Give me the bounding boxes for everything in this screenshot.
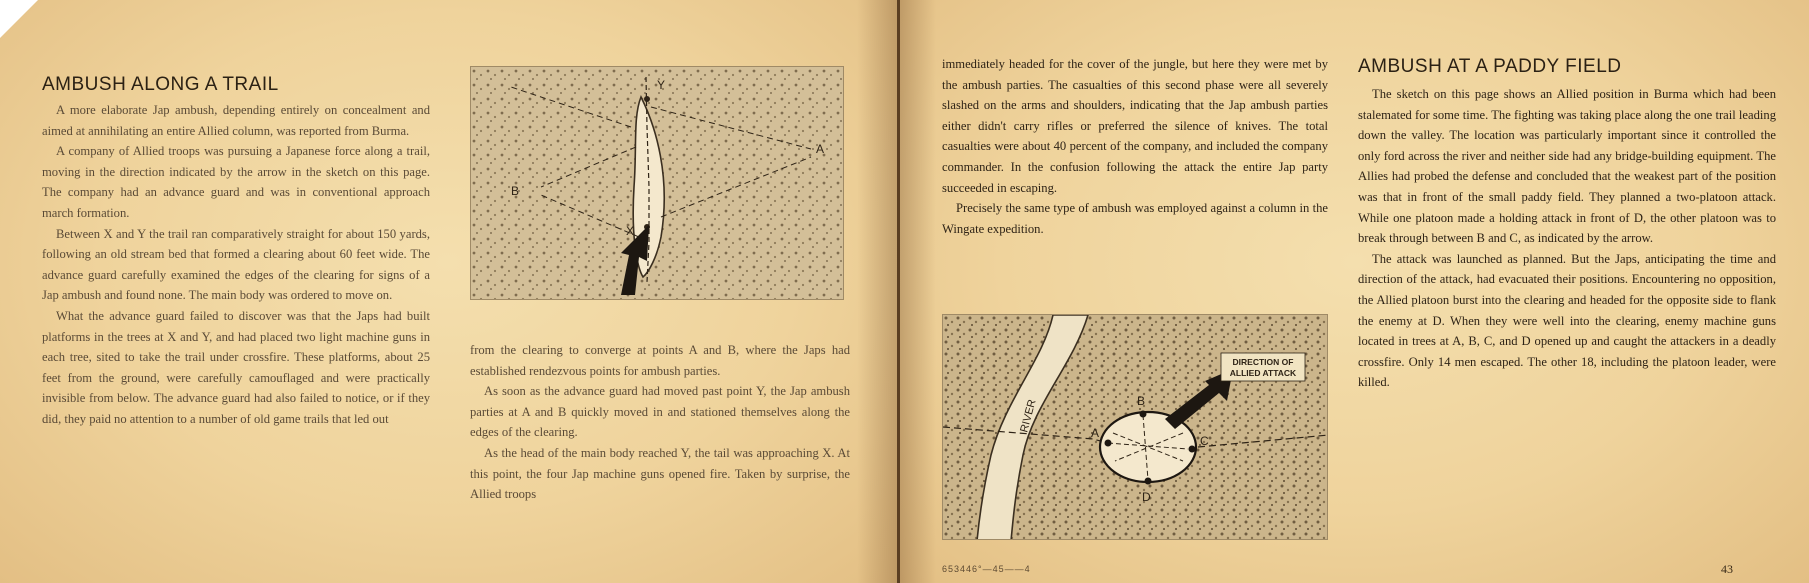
label-y: Y	[657, 78, 666, 92]
paragraph: Precisely the same type of ambush was employed against a column in the Wingate expedition.	[942, 201, 1328, 236]
paragraph: Between X and Y the trail ran comparatively straight for about 150 yards, following an old stream bed that formed a clearing about 60 feet wide. The advance guard carefully examined the edges of the clearing for signs of a Jap ambush and found none. The main body was ordered to move on.	[42, 226, 430, 303]
position-a-marker	[1105, 440, 1112, 447]
left-page	[0, 0, 900, 583]
river-label: RIVER	[1018, 398, 1039, 434]
paragraph: As soon as the advance guard had moved past point Y, the Jap ambush parties at A and B quickly moved in and stationed themselves along the edges of the clearing.	[470, 384, 850, 440]
right-column-2	[1358, 84, 1776, 393]
position-b-marker	[1140, 411, 1147, 418]
position-d-marker	[1145, 478, 1152, 485]
label-b: B	[1137, 394, 1146, 408]
paragraph: What the advance guard failed to discover was that the Japs had built platforms in the trees at X and Y, and had placed two light machine guns in each tree, sited to take the trail under crossfire. These platforms, about 25 feet from the ground, were carefully camouflaged and were practically invisible from below. The advance guard had also failed to notice, or if they did, they paid no attention to a number of old game trails that led out	[42, 308, 430, 426]
right-column-1	[942, 54, 1328, 239]
paragraph: from the clearing to converge at points A and B, where the Japs had established rendezvous points for ambush parties.	[470, 343, 850, 378]
paragraph: A more elaborate Jap ambush, depending entirely on concealment and aimed at annihilating an entire Allied column, was reported from Burma.	[42, 103, 430, 138]
point-y-marker	[644, 96, 650, 102]
section-heading-trail: AMBUSH ALONG A TRAIL	[42, 74, 279, 95]
label-a: A	[1091, 426, 1100, 440]
label-d: D	[1142, 490, 1151, 504]
label-b: B	[511, 184, 520, 198]
trail-ambush-sketch	[470, 66, 844, 300]
left-column-2	[470, 340, 850, 505]
left-column-1	[42, 100, 430, 430]
label-x: X	[626, 224, 635, 238]
position-c-marker	[1189, 446, 1196, 453]
paragraph: As the head of the main body reached Y, the tail was approaching X. At this point, the four Jap machine guns opened fire. Taken by surprise, the Allied troops	[470, 445, 850, 502]
direction-label-line-2: ALLIED ATTACK	[1229, 368, 1297, 378]
label-a: A	[816, 142, 825, 156]
right-page	[900, 0, 1809, 583]
paragraph: immediately headed for the cover of the jungle, but here they were met by the ambush parties. The casualties of this second phase were all severely slashed on the arms and shoulders, indicating that the Jap ambush parties either didn't carry rifles or preferred the silence of knives. The total casualties were about 40 percent of the company, and included the company commander. In the confusion following the attack the entire Jap party succeeded in escaping.	[942, 57, 1328, 195]
paragraph: The attack was launched as planned. But the Japs, anticipating the time and direction of the attack, had evacuated their positions. Encountering no opposition, the Allied platoon burst into the clearing and headed for the opposite side to flank the enemy at D. When they were well into the clearing, enemy machine guns located in trees at A, B, C, and D opened up and caught the attackers in a deadly crossfire. Only 14 men escaped. The other 18, including the platoon leader, were killed.	[1358, 251, 1776, 390]
print-code: 653446°—45——4	[942, 564, 1031, 574]
paragraph: A company of Allied troops was pursuing a Japanese force along a trail, moving in the direction indicated by the arrow in the sketch on this page. The company had an advance guard and was in conventional approach march formation.	[42, 144, 430, 220]
section-heading-paddy: AMBUSH AT A PADDY FIELD	[1358, 56, 1622, 77]
page-corner-fold	[0, 0, 38, 38]
direction-label-line-1: DIRECTION OF	[1232, 357, 1294, 367]
label-c: C	[1200, 434, 1209, 448]
paragraph: The sketch on this page shows an Allied position in Burma which had been stalemated for some time. The fighting was taking place along the one trail leading down the valley. The location was particularly important since it controlled the only ford across the river and neither side had any bridge-building equipment. The Allies had probed the defense and concluded that the weakest part of the position was that in front of the small paddy field. They planned a two-platoon attack. While one platoon made a holding attack in front of D, the other platoon was to break through between B and C, as indicated by the arrow.	[1358, 87, 1776, 246]
page-number: 43	[1721, 562, 1733, 576]
paddy-field-sketch	[942, 314, 1328, 540]
